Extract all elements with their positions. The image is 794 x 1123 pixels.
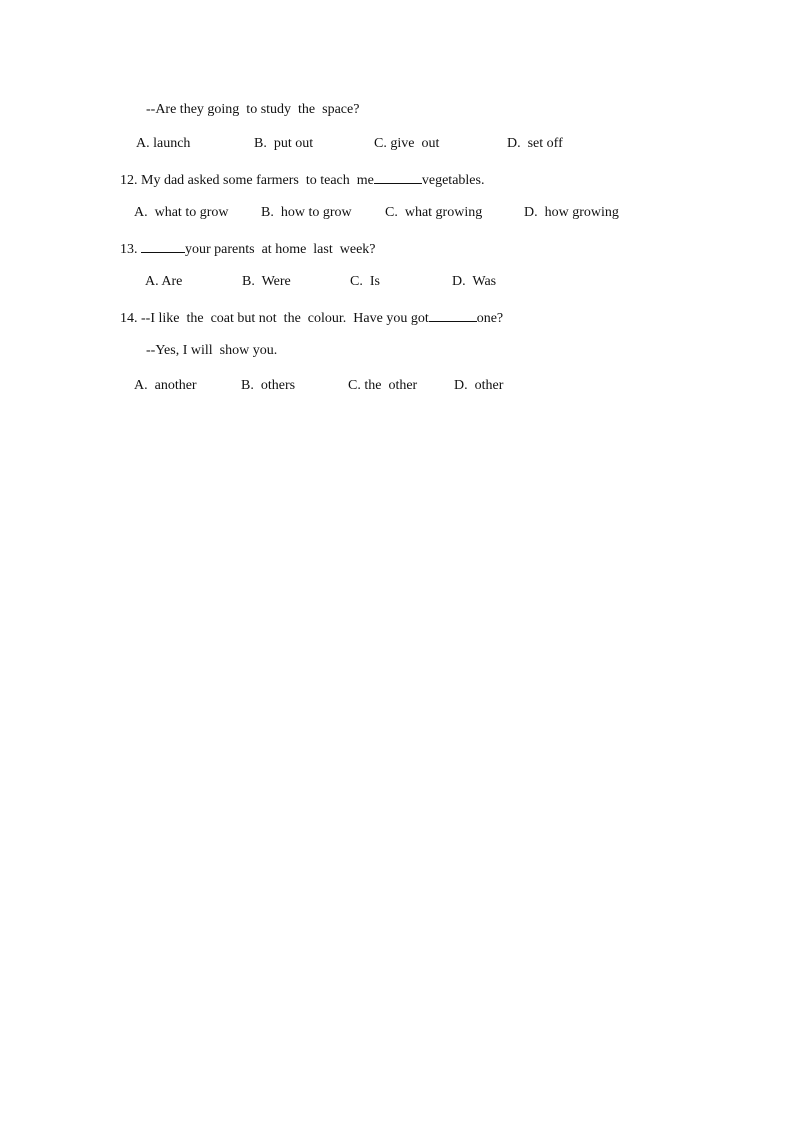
q13-option-b: B. Were <box>242 274 291 289</box>
q12-option-a: A. what to grow <box>134 205 229 220</box>
q14-reply-line: --Yes, I will show you. <box>146 343 278 358</box>
q13-option-c: C. Is <box>350 274 380 289</box>
q13-stem <box>120 239 376 257</box>
q14-stem-before: 14. --I like the coat but not the colour. Have you got <box>120 311 429 326</box>
q11-option-c: C. give out <box>374 136 440 151</box>
q11-dialogue-line: --Are they going to study the space? <box>146 102 360 117</box>
q12-option-c: C. what growing <box>385 205 483 220</box>
q11-option-b: B. put out <box>254 136 314 151</box>
q12-stem-before: 12. My dad asked some farmers to teach me <box>120 173 374 188</box>
q14-option-c: C. the other <box>348 378 418 393</box>
q12-stem-after: vegetables. <box>421 173 485 188</box>
q14-stem-after: one? <box>476 311 504 326</box>
q11-option-a: A. launch <box>136 136 191 151</box>
q14-option-d: D. other <box>454 378 504 393</box>
q13-stem-before: 13. <box>120 242 141 257</box>
q13-option-a: A. Are <box>145 274 183 289</box>
q12-answer-blank <box>374 170 422 184</box>
q11-option-d: D. set off <box>507 136 563 151</box>
q12-option-d: D. how growing <box>524 205 619 220</box>
q13-option-d: D. Was <box>452 274 497 289</box>
q14-answer-blank <box>429 308 477 322</box>
q14-stem <box>120 308 503 326</box>
q13-stem-after: your parents at home last week? <box>185 242 376 257</box>
q14-option-a: A. another <box>134 378 197 393</box>
q14-option-b: B. others <box>241 378 296 393</box>
q12-option-b: B. how to grow <box>261 205 352 220</box>
q13-answer-blank <box>141 239 185 253</box>
q12-stem <box>120 170 484 188</box>
